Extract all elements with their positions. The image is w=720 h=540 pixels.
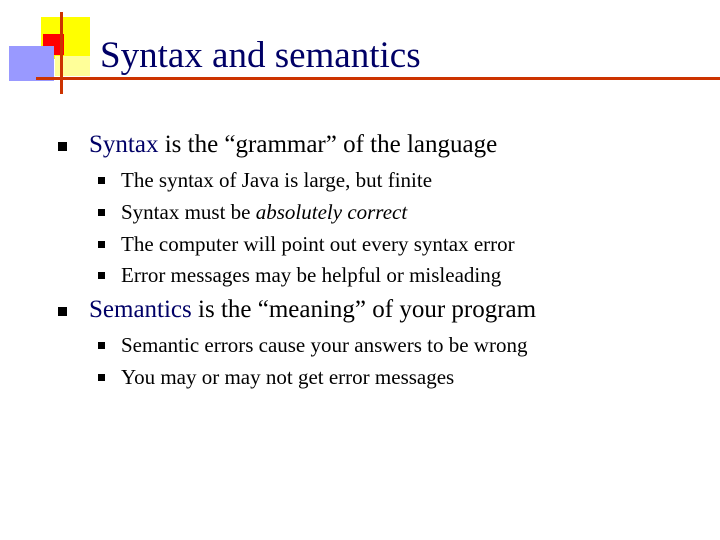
sub-bullet-emphasis: absolutely correct: [255, 200, 408, 224]
sub-bullet-marker: [98, 342, 105, 349]
sub-bullet-item: Error messages may be helpful or misleading: [121, 263, 502, 287]
bullet-semantics: [89, 295, 536, 325]
sub-bullet-marker: [98, 374, 105, 381]
sub-bullet-marker: [98, 272, 105, 279]
bullet-syntax: [89, 130, 497, 160]
term-syntax: Syntax: [89, 131, 159, 158]
sub-bullet-item: [121, 199, 407, 225]
sub-bullet-marker: [98, 209, 105, 216]
sub-bullet-item: Semantic errors cause your answers to be wrong: [121, 333, 528, 357]
decorative-logo: [0, 0, 100, 100]
sub-bullet-marker: [98, 241, 105, 248]
sub-bullet-item: The computer will point out every syntax error: [121, 232, 515, 256]
sub-bullet-item: The syntax of Java is large, but finite: [121, 168, 433, 192]
sub-bullet-prefix: Syntax must be: [121, 200, 256, 224]
slide-title: Syntax and semantics: [100, 35, 421, 76]
sub-bullet-marker: [98, 177, 105, 184]
bullet-syntax-rest: is the “grammar” of the language: [158, 131, 498, 158]
logo-vertical-line: [60, 12, 63, 94]
bullet-marker: [58, 142, 67, 151]
sub-bullet-item: You may or may not get error messages: [121, 365, 455, 389]
term-semantics: Semantics: [89, 296, 192, 323]
bullet-marker: [58, 307, 67, 316]
bullet-semantics-rest: is the “meaning” of your program: [191, 296, 537, 323]
logo-blue-square: [9, 46, 54, 81]
